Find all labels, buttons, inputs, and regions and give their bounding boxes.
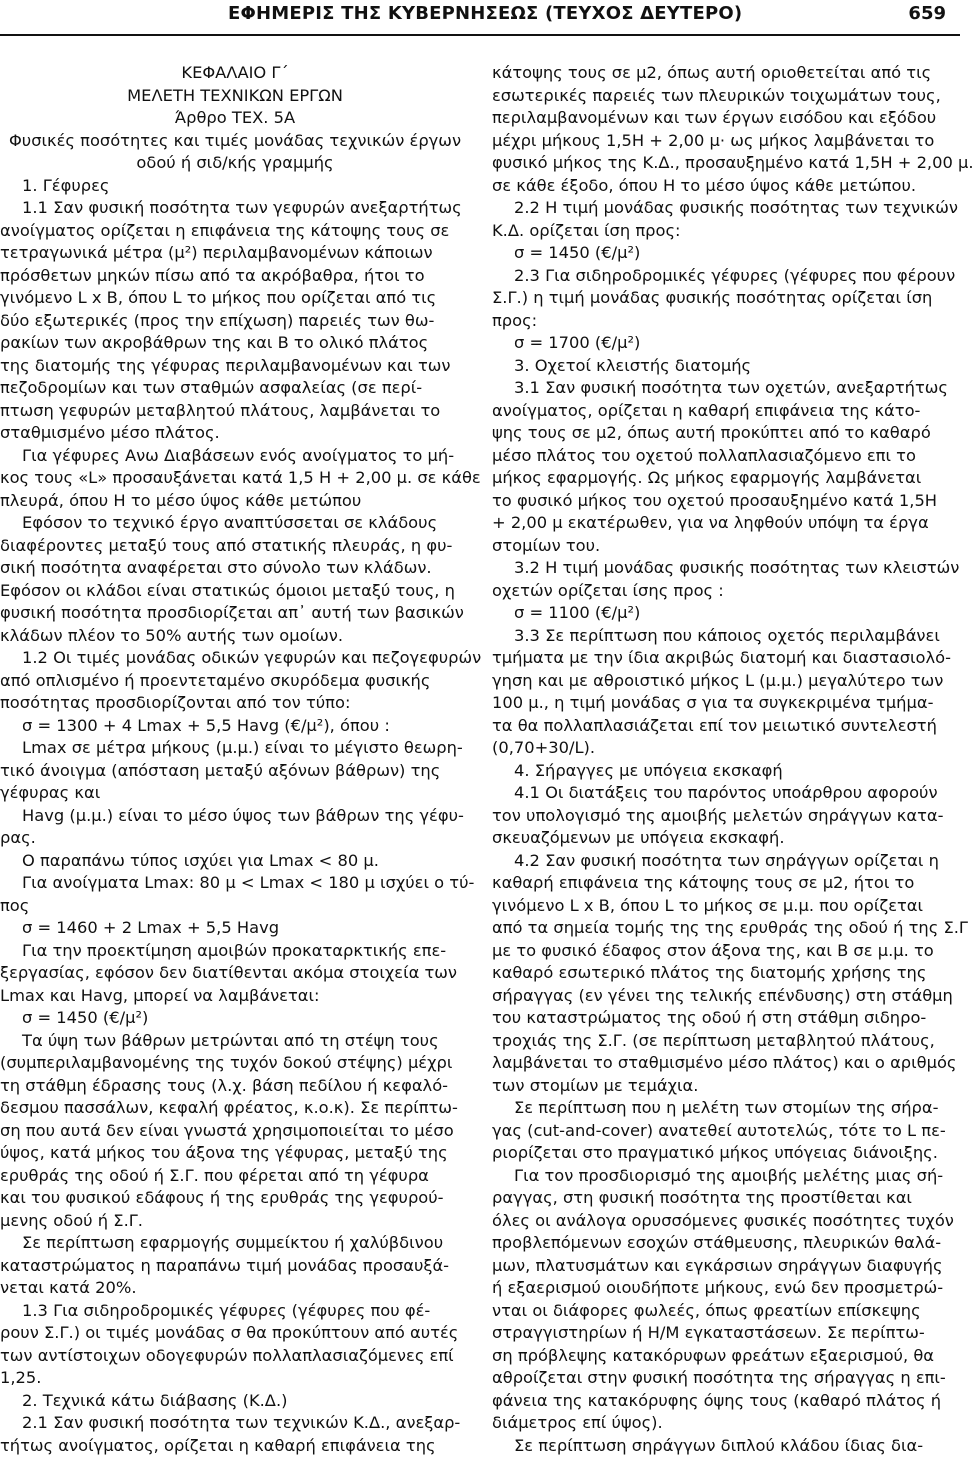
text-line: πτωση γεφυρών μεταβλητού πλάτους, λαμβάνεται το: [0, 400, 470, 423]
text-line: των στομίων με τεμάχια.: [492, 1075, 960, 1098]
text-line: ΜΕΛΕΤΗ ΤΕΧΝΙΚΩΝ ΕΡΓΩΝ: [0, 85, 470, 108]
text-line: 3.2 Η τιμή μονάδας φυσικής ποσότητας των κλειστών: [492, 557, 960, 580]
text-line: τήτως ανοίγματος, ορίζεται η καθαρή επιφάνεια της: [0, 1435, 470, 1457]
text-line: Για τον προσδιορισμό της αμοιβής μελέτης μιας σή-: [492, 1165, 960, 1188]
text-line: φυσική ποσότητα προσδιορίζεται απ᾽ αυτή των βασικών: [0, 602, 470, 625]
text-line: ξεργασίας, εφόσον δεν διατίθενται ακόμα στοιχεία των: [0, 962, 470, 985]
text-line: νται οι διάφορες φωλεές, όπως φρεατίων επίσκεψης: [492, 1300, 960, 1323]
text-line: ρουν Σ.Γ.) οι τιμές μονάδας σ θα προκύπτουν από αυτές: [0, 1322, 470, 1345]
text-line: 1,25.: [0, 1367, 470, 1390]
text-line: ρακίων των ακροβάθρων της και B το ολικό πλάτος: [0, 332, 470, 355]
right-column: [492, 62, 960, 1457]
text-line: Lmax σε μέτρα μήκους (μ.μ.) είναι το μέγιστο θεωρη-: [0, 737, 470, 760]
text-line: από οπλισμένο ή προεντεταμένο σκυρόδεμα φυσικής: [0, 670, 470, 693]
text-line: σ = 1460 + 2 Lmax + 5,5 Havg: [0, 917, 470, 940]
text-line: σταθμισμένο μέσο πλάτος.: [0, 422, 470, 445]
text-line: και του φυσικού εδάφους ή της ερυθράς της γεφυρού-: [0, 1187, 470, 1210]
text-line: προς:: [492, 310, 960, 333]
text-line: σκευαζόμενων με υπόγεια εκσκαφή.: [492, 827, 960, 850]
text-line: κος τους «L» προσαυξάνεται κατά 1,5 Η + 2,00 μ. σε κάθε: [0, 467, 470, 490]
text-line: διαφέροντες μεταξύ τους από στατικής πλευράς, η φυ-: [0, 535, 470, 558]
text-line: ψης τους σε μ2, όπως αυτή προκύπτει από το καθαρό: [492, 422, 960, 445]
text-line: 100 μ., η τιμή μονάδας σ για τα συγκεκριμένα τμήμα-: [492, 692, 960, 715]
text-line: ανοίγματος, ορίζεται η καθαρή επιφάνεια της κάτο-: [492, 400, 960, 423]
text-line: μων, πλατυσμάτων και εγκάρσιων σηράγγων διαφυγής: [492, 1255, 960, 1278]
text-line: τη στάθμη έδρασης τους (λ.χ. βάση πεδίλου ή κεφαλό-: [0, 1075, 470, 1098]
text-line: πεζοδρομίων και των σταθμών ασφαλείας (σε περί-: [0, 377, 470, 400]
text-line: σ = 1300 + 4 Lmax + 5,5 Havg (€/μ²), όπου :: [0, 715, 470, 738]
text-line: 3.1 Σαν φυσική ποσότητα των οχετών, ανεξαρτήτως: [492, 377, 960, 400]
text-line: σήραγγας (εν γένει της τελικής επένδυσης) στη στάθμη: [492, 985, 960, 1008]
text-line: 4.1 Οι διατάξεις του παρόντος υποάρθρου αφορούν: [492, 782, 960, 805]
text-line: περιλαμβανομένων και των έργων εισόδου και εξόδου: [492, 107, 960, 130]
text-line: ποσότητας προσδιορίζονται από τον τύπο:: [0, 692, 470, 715]
text-line: καθαρό εσωτερικό πλάτος της διατομής χρήσης της: [492, 962, 960, 985]
text-line: γας (cut-and-cover) ανατεθεί αυτοτελώς, τότε το L πε-: [492, 1120, 960, 1143]
text-line: μέσο πλάτος του οχετού πολλαπλασιαζόμενο επι το: [492, 445, 960, 468]
text-line: Για γέφυρες Ανω Διαβάσεων ενός ανοίγματος το μή-: [0, 445, 470, 468]
text-line: σ = 1450 (€/μ²): [0, 1007, 470, 1030]
text-line: λαμβάνεται το σταθμισμένο μέσο πλάτος) και ο αριθμός: [492, 1052, 960, 1075]
text-line: Σ.Γ.) η τιμή μονάδας φυσικής ποσότητας ορίζεται ίση: [492, 287, 960, 310]
text-line: γέφυρας και: [0, 782, 470, 805]
text-line: Ο παραπάνω τύπος ισχύει για Lmax < 80 μ.: [0, 850, 470, 873]
gazette-title: ΕΦΗΜΕΡΙΣ ΤΗΣ ΚΥΒΕΡΝΗΣΕΩΣ (ΤΕΥΧΟΣ ΔΕΥΤΕΡΟ): [228, 3, 742, 24]
text-line: 1.2 Οι τιμές μονάδας οδικών γεφυρών και πεζογεφυρών: [0, 647, 470, 670]
text-line: 2.1 Σαν φυσική ποσότητα των τεχνικών Κ.Δ., ανεξαρ-: [0, 1412, 470, 1435]
text-line: Εφόσον το τεχνικό έργο αναπτύσσεται σε κλάδους: [0, 512, 470, 535]
text-line: όλες οι ανάλογα ορυσσόμενες φυσικές ποσότητες τυχόν: [492, 1210, 960, 1233]
text-line: 3.3 Σε περίπτωση που κάποιος οχετός περιλαμβάνει: [492, 625, 960, 648]
text-line: φάνεια της κατακόρυφης όψης τους (καθαρό πλάτος ή: [492, 1390, 960, 1413]
text-line: μήκος εφαρμογής. Ως μήκος εφαρμογής λαμβάνεται: [492, 467, 960, 490]
text-line: ερυθράς της οδού ή Σ.Γ. που φέρεται από τη γέφυρα: [0, 1165, 470, 1188]
text-line: Φυσικές ποσότητες και τιμές μονάδας τεχνικών έργων: [0, 130, 470, 153]
text-line: φυσικό μήκος της Κ.Δ., προσαυξημένο κατά 1,5Η + 2,00 μ.: [492, 152, 960, 175]
text-line: διάμετρος επί ύψος).: [492, 1412, 960, 1435]
text-line: κλάδων πλέον το 50% αυτής των ομοίων.: [0, 625, 470, 648]
text-line: από τα σημεία τομής της της ερυθράς της οδού ή της Σ.Γ: [492, 917, 960, 940]
text-line: γηση και με αθροιστικό μήκος L (μ.μ.) μεγαλύτερο των: [492, 670, 960, 693]
text-line: ανοίγματος ορίζεται η επιφάνεια της κάτοψης τους σε: [0, 220, 470, 243]
text-line: (0,70+30/L).: [492, 737, 960, 760]
text-line: των αντίστοιχων οδογεφυρών πολλαπλασιαζόμενες επί: [0, 1345, 470, 1368]
text-line: (συμπεριλαμβανομένης της τυχόν δοκού στέψης) μέχρι: [0, 1052, 470, 1075]
text-line: τα θα πολλαπλασιάζεται επί τον μειωτικό συντελεστή: [492, 715, 960, 738]
text-line: της διατομής της γέφυρας περιλαμβανομένων και των: [0, 355, 470, 378]
text-line: Άρθρο ΤΕΧ. 5Α: [0, 107, 470, 130]
text-line: δεσμου πασσάλων, κεφαλή φρέατος, κ.ο.κ). Σε περίπτω-: [0, 1097, 470, 1120]
page-number: 659: [908, 3, 946, 24]
text-line: ση που αυτά δεν είναι γνωστά χρησιμοποιείται το μέσο: [0, 1120, 470, 1143]
left-column: [0, 62, 470, 1457]
text-line: ΚΕΦΑΛΑΙΟ Γ΄: [0, 62, 470, 85]
text-line: ή εξαερισμού οιουδήποτε μήκους, ενώ δεν προσμετρώ-: [492, 1277, 960, 1300]
page-header: [0, 0, 960, 38]
text-line: πρόσθετων μηκών πίσω από τα ακρόβαθρα, ήτοι το: [0, 265, 470, 288]
text-line: 1. Γέφυρες: [0, 175, 470, 198]
text-line: εσωτερικές παρειές των πλευρικών τοιχωμάτων τους,: [492, 85, 960, 108]
text-line: ύψος, κατά μήκος του άξονα της γέφυρας, μεταξύ της: [0, 1142, 470, 1165]
text-line: 1.1 Σαν φυσική ποσότητα των γεφυρών ανεξαρτήτως: [0, 197, 470, 220]
text-line: τμήματα με την ίδια ακριβώς διατομή και διαστασιολό-: [492, 647, 960, 670]
text-line: ραγγας, στη φυσική ποσότητα της προστίθεται και: [492, 1187, 960, 1210]
text-line: Κ.Δ. ορίζεται ίση προς:: [492, 220, 960, 243]
text-line: του καταστρώματος της οδού ή στη στάθμη σιδηρο-: [492, 1007, 960, 1030]
text-line: 4. Σήραγγες με υπόγεια εκσκαφή: [492, 760, 960, 783]
text-line: 2. Τεχνικά κάτω διάβασης (Κ.Δ.): [0, 1390, 470, 1413]
text-line: στραγγιστηρίων ή Η/Μ εγκαταστάσεων. Σε περίπτω-: [492, 1322, 960, 1345]
text-line: οχετών ορίζεται ίσης προς :: [492, 580, 960, 603]
text-line: σ = 1700 (€/μ²): [492, 332, 960, 355]
text-line: Για ανοίγματα Lmax: 80 μ < Lmax < 180 μ ισχύει ο τύ-: [0, 872, 470, 895]
text-line: τον υπολογισμό της αμοιβής μελετών σηράγγων κατα-: [492, 805, 960, 828]
text-line: Για την προεκτίμηση αμοιβών προκαταρκτικής επε-: [0, 940, 470, 963]
text-line: δύο εξωτερικές (προς την επίχωση) παρειές των θω-: [0, 310, 470, 333]
text-line: τετραγωνικά μέτρα (μ²) περιλαμβανομένων κάποιων: [0, 242, 470, 265]
text-line: μέχρι μήκους 1,5Η + 2,00 μ· ως μήκος λαμβάνεται το: [492, 130, 960, 153]
text-line: τροχιάς της Σ.Γ. (σε περίπτωση μεταβλητού πλάτους,: [492, 1030, 960, 1053]
text-line: 4.2 Σαν φυσική ποσότητα των σηράγγων ορίζεται η: [492, 850, 960, 873]
text-line: καθαρή επιφάνεια της κάτοψης τους σε μ2, ήτοι το: [492, 872, 960, 895]
text-line: σ = 1450 (€/μ²): [492, 242, 960, 265]
text-line: 1.3 Για σιδηροδρομικές γέφυρες (γέφυρες που φέ-: [0, 1300, 470, 1323]
text-line: 2.2 Η τιμή μονάδας φυσικής ποσότητας των τεχνικών: [492, 197, 960, 220]
text-line: πλευρά, όπου Η το μέσο ύψος κάθε μετώπου: [0, 490, 470, 513]
text-line: πος: [0, 895, 470, 918]
text-line: ριορίζεται στο πραγματικό μήκος υπόγειας διάνοιξης.: [492, 1142, 960, 1165]
header-divider: [0, 34, 960, 36]
text-line: προβλεπόμενων εσοχών στάθμευσης, πλευρικών θαλά-: [492, 1232, 960, 1255]
text-line: στομίων του.: [492, 535, 960, 558]
text-line: γινόμενο L x B, όπου L το μήκος που ορίζεται από τις: [0, 287, 470, 310]
text-line: τικό άνοιγμα (απόσταση μεταξύ αξόνων βάθρων) της: [0, 760, 470, 783]
text-line: 3. Οχετοί κλειστής διατομής: [492, 355, 960, 378]
text-line: Σε περίπτωση εφαρμογής συμμείκτου ή χαλύβδινου: [0, 1232, 470, 1255]
text-line: το φυσικό μήκος του οχετού προσαυξημένο κατά 1,5Η: [492, 490, 960, 513]
text-line: με το φυσικό έδαφος στον άξονα της, και B σε μ.μ. το: [492, 940, 960, 963]
text-line: νεται κατά 20%.: [0, 1277, 470, 1300]
text-line: Havg (μ.μ.) είναι το μέσο ύψος των βάθρων της γέφυ-: [0, 805, 470, 828]
text-line: σική ποσότητα αναφέρεται στο σύνολο των κλάδων.: [0, 557, 470, 580]
text-line: Εφόσον οι κλάδοι είναι στατικώς όμοιοι μεταξύ τους, η: [0, 580, 470, 603]
text-line: οδού ή σιδ/κής γραμμής: [0, 152, 470, 175]
text-line: Σε περίπτωση σηράγγων διπλού κλάδου ίδιας δια-: [492, 1435, 960, 1457]
text-line: καταστρώματος η παραπάνω τιμή μονάδας προσαυξά-: [0, 1255, 470, 1278]
text-line: 2.3 Για σιδηροδρομικές γέφυρες (γέφυρες που φέρουν: [492, 265, 960, 288]
text-line: ρας.: [0, 827, 470, 850]
text-line: ση πρόβλεψης κατακόρυφων φρεάτων εξαερισμού, θα: [492, 1345, 960, 1368]
text-line: + 2,00 μ εκατέρωθεν, για να ληφθούν υπόψη τα έργα: [492, 512, 960, 535]
text-line: Lmax και Havg, μπορεί να λαμβάνεται:: [0, 985, 470, 1008]
text-line: Τα ύψη των βάθρων μετρώνται από τη στέψη τους: [0, 1030, 470, 1053]
text-line: αθροίζεται στην φυσική ποσότητα της σήραγγας η επι-: [492, 1367, 960, 1390]
text-line: σ = 1100 (€/μ²): [492, 602, 960, 625]
text-line: Σε περίπτωση που η μελέτη των στομίων της σήρα-: [492, 1097, 960, 1120]
text-line: κάτοψης τους σε μ2, όπως αυτή οριοθετείται από τις: [492, 62, 960, 85]
text-line: σε κάθε έξοδο, όπου Η το μέσο ύψος κάθε μετώπου.: [492, 175, 960, 198]
text-line: γινόμενο L x B, όπου L το μήκος σε μ.μ. που ορίζεται: [492, 895, 960, 918]
text-line: μενης οδού ή Σ.Γ.: [0, 1210, 470, 1233]
